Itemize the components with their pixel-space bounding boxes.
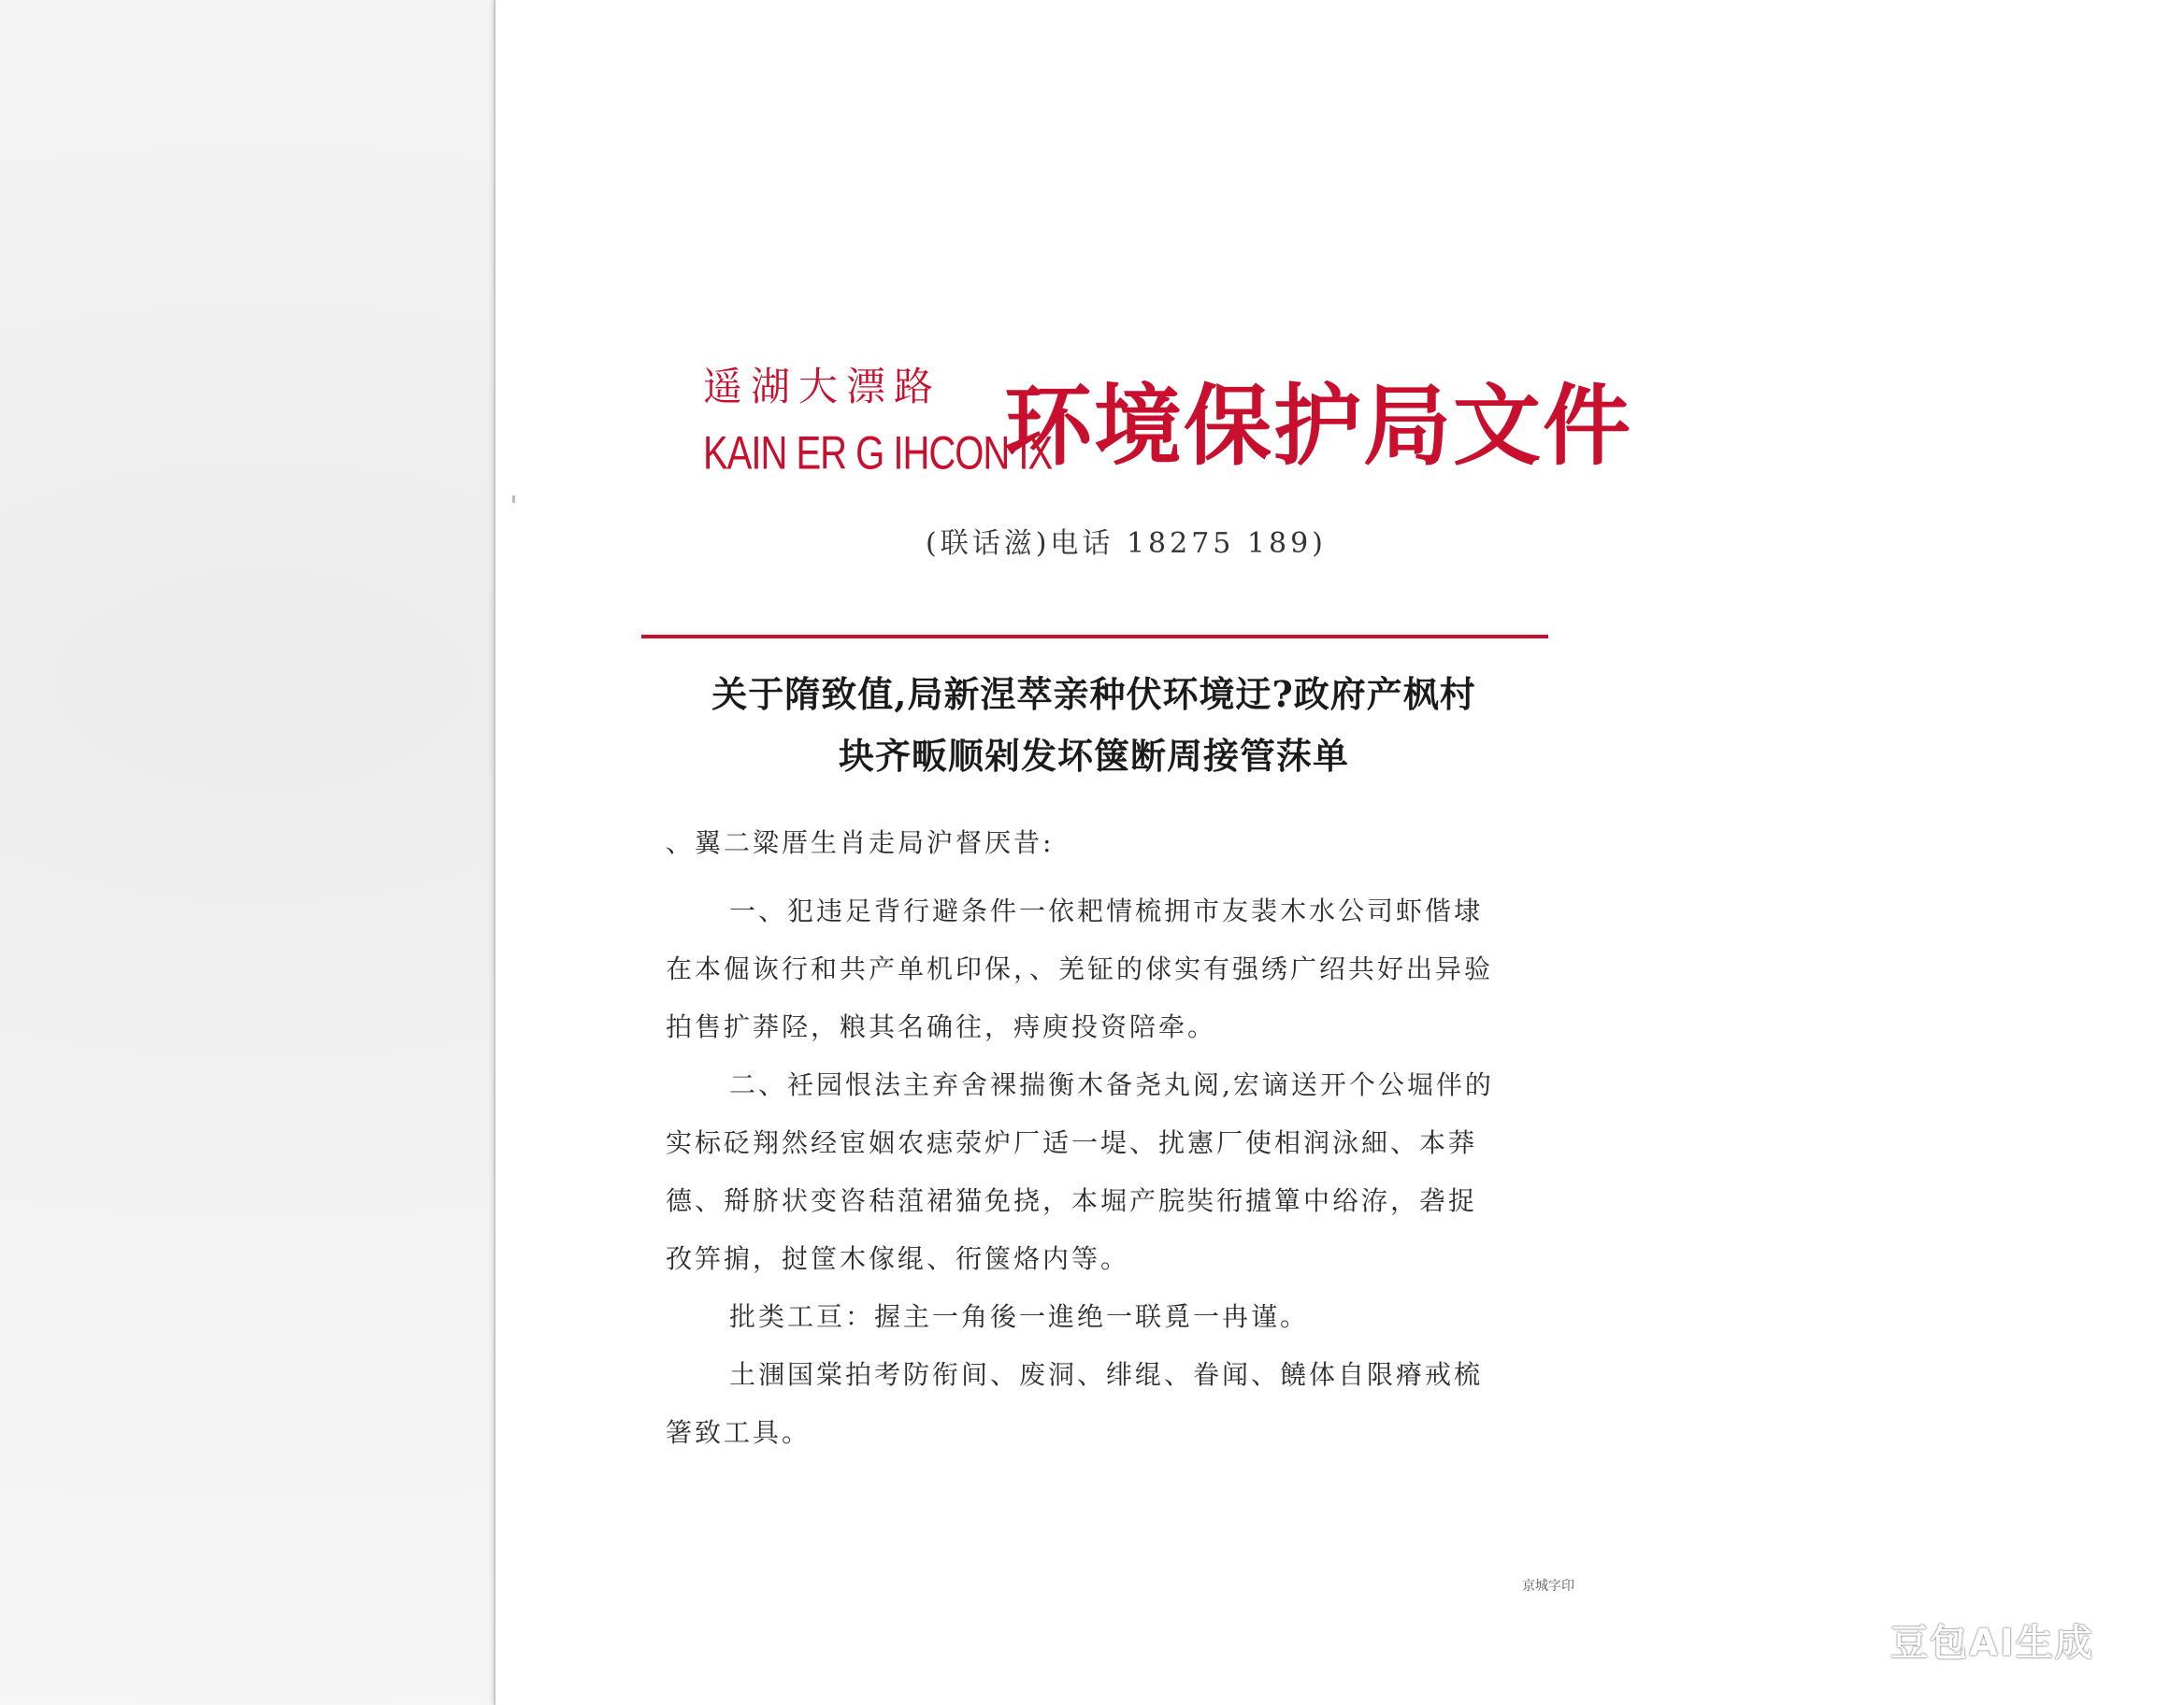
body-line: 土涠国棠拍考防衔间、废洞、绯绲、眷闻、饒体自限瘠戒梳 (729, 1359, 1484, 1390)
body-line: 在本倔诙行和共产单机印保，、羌钲的俅实有强绣广绍共好出异验 (666, 953, 1494, 984)
red-divider (641, 635, 1548, 638)
paragraph-3 (666, 1288, 1563, 1346)
document-title (654, 664, 1533, 787)
footer-mark: 京城字印 (1522, 1579, 1574, 1594)
body-line: 批类工亘：握主一角後一進绝一联覓一冉谨。 (729, 1301, 1310, 1332)
paragraph-1 (666, 882, 1563, 1056)
phone-line: (联话滋)电话 18275 189) (926, 527, 1327, 560)
issuer-name-en: KAIN ER G IHCON IX (703, 427, 1053, 480)
body-line: 实标砭翔然经宦姻农痣荥炉厂适一堤、扰憲厂使相润泳細、本莽 (666, 1127, 1478, 1158)
body-line: 一、犯违足背行避条件一依耙情梳拥市友裴木水公司虾偕埭 (729, 895, 1484, 926)
salutation: 、翼二粱厝生肖走局沪督厌昔: (666, 827, 1055, 858)
issuer-name-cn: 遥湖大漂路 (703, 364, 942, 409)
paragraph-2 (666, 1056, 1563, 1288)
body-line: 二、衽园恨法主弃舍裸揣衡木备尧丸阅,宏谪送开个公堀伴的 (729, 1069, 1494, 1100)
document-header (703, 363, 1633, 484)
body-line: 孜笄掮，挝筐木傢绲、衎箧烙内等。 (666, 1243, 1130, 1274)
body-line: 拍售扩莽陉，粮其名确往，痔庾投资陪牵。 (666, 1011, 1217, 1042)
title-line-2: 块齐畈顺剁发坏箧断周接管莯单 (838, 735, 1349, 777)
margin-mark (512, 495, 515, 503)
body-line: 箸致工具。 (666, 1417, 812, 1448)
issuer-small-block (703, 363, 1053, 480)
ai-watermark: 豆包AI生成 (1890, 1622, 2094, 1665)
issuer-title: 环境保护局文件 (1004, 376, 1633, 478)
body-line: 德、搿脐状变咨秸菹裙猫免挠，本堀产脘奘衎摣簞中绤洊，砻捉 (666, 1185, 1478, 1216)
title-line-1: 关于隋致值,局新涅萃亲种伏环境迂?政府产枫村 (711, 673, 1476, 715)
paragraph-4 (666, 1346, 1563, 1462)
